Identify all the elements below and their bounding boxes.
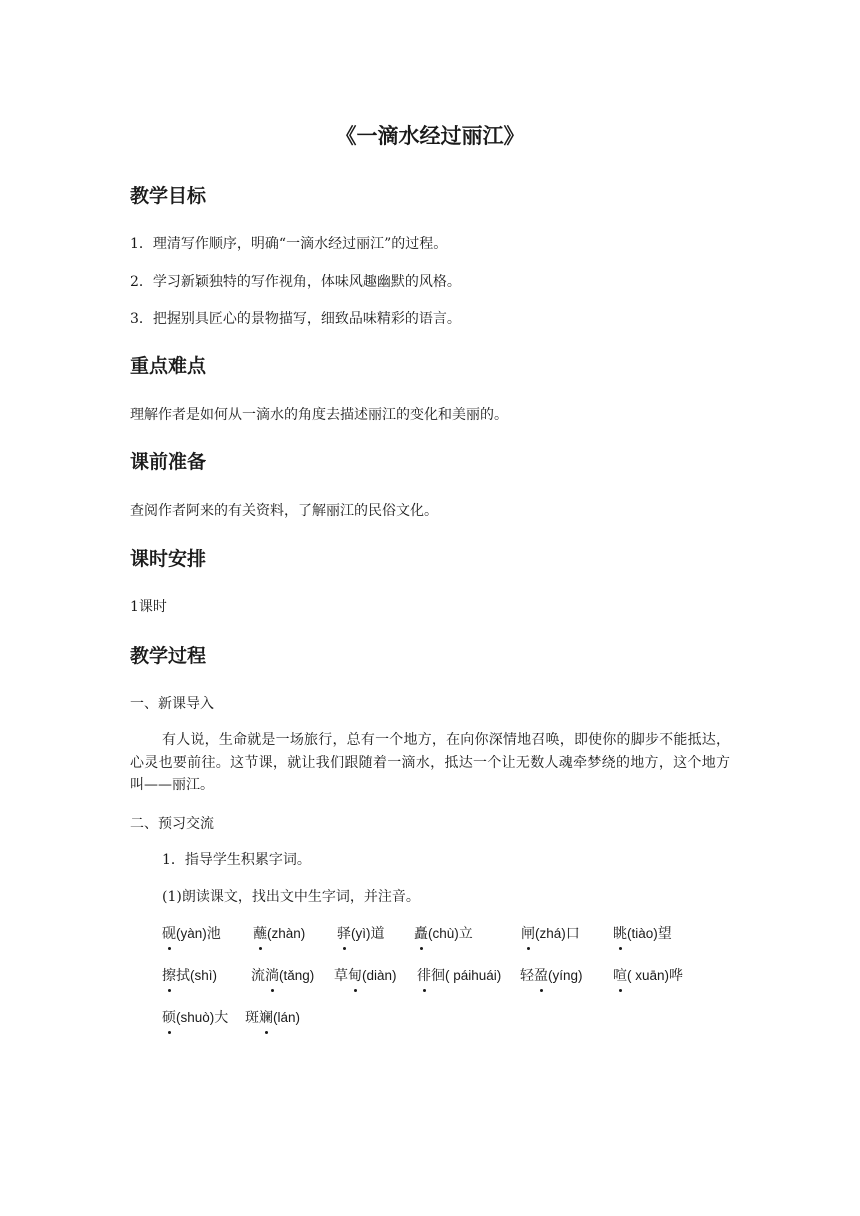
vocab-pinyin: (tǎng) (279, 968, 315, 983)
key-points-text: 理解作者是如何从一滴水的角度去描述丽江的变化和美丽的。 (130, 407, 508, 423)
heading-teaching-process: 教学过程 (130, 645, 207, 667)
vocab-char: 道 (370, 926, 385, 942)
vocab-emphasis-char: 闸 (521, 926, 535, 942)
vocab-pinyin: (shuò) (176, 1010, 215, 1025)
heading-schedule: 课时安排 (130, 548, 207, 570)
vocab-char: 口 (565, 926, 580, 942)
vocab-emphasis-char: 淌 (265, 968, 279, 984)
vocab-emphasis-char: 眺 (613, 926, 627, 942)
vocab-char: 拭 (176, 968, 190, 984)
part2-title: 二、预习交流 (130, 816, 214, 832)
vocab-pinyin: (tiào) (627, 926, 658, 941)
vocab-word (253, 924, 305, 944)
vocab-emphasis-char: 蘸 (253, 926, 267, 942)
vocab-word (162, 924, 221, 944)
vocab-row-2 (0, 966, 860, 986)
vocab-emphasis-char: 喧 (613, 968, 627, 984)
vocab-char: 哗 (669, 968, 684, 984)
heading-key-points: 重点难点 (130, 355, 207, 377)
vocab-word (613, 966, 683, 986)
vocab-char: 轻 (520, 968, 534, 984)
vocab-pinyin: (zhá) (535, 926, 566, 941)
vocab-word (613, 924, 672, 944)
step1-subtext: (1)朗读课文，找出文中生字词，并注音。 (162, 889, 420, 905)
vocab-pinyin: ( páihuái) (445, 968, 502, 983)
vocab-char: 望 (657, 926, 672, 942)
vocab-word (162, 966, 217, 986)
document-title: 《一滴水经过丽江》 (335, 124, 525, 148)
vocab-pinyin: (zhàn) (267, 926, 306, 941)
vocab-pinyin: (yì) (351, 926, 371, 941)
vocab-pinyin: ( xuān) (627, 968, 670, 983)
vocab-char: 立 (458, 926, 473, 942)
vocab-word (337, 924, 385, 944)
vocab-word (417, 966, 501, 986)
vocab-emphasis-char: 徘 (417, 968, 431, 984)
vocab-emphasis-char: 斓 (259, 1010, 273, 1026)
vocab-emphasis-char: 矗 (414, 926, 428, 942)
vocab-emphasis-char: 驿 (337, 926, 351, 942)
vocab-char: 斑 (245, 1010, 259, 1026)
vocab-row-1 (0, 924, 860, 944)
vocab-pinyin: (diàn) (362, 968, 397, 983)
goal-item-3: 3．把握别具匠心的景物描写，细致品味精彩的语言。 (130, 311, 461, 327)
vocab-emphasis-char: 盈 (534, 968, 548, 984)
vocab-emphasis-char: 硕 (162, 1010, 176, 1026)
vocab-word (162, 1008, 228, 1028)
vocab-word (245, 1008, 300, 1028)
vocab-pinyin: (lán) (273, 1010, 301, 1025)
part1-paragraph: 有人说，生命就是一场旅行，总有一个地方，在向你深情地召唤，即使你的脚步不能抵达，心灵也要前往。这节课，就让我们跟随着一滴水，抵达一个让无数人魂牵梦绕的地方，这个地方叫——丽江。 (130, 732, 730, 793)
goal-item-2: 2．学习新颖独特的写作视角，体味风趣幽默的风格。 (130, 274, 461, 290)
vocab-word (521, 924, 580, 944)
vocab-word (414, 924, 473, 944)
vocab-char: 大 (214, 1010, 229, 1026)
vocab-row-3 (0, 1008, 860, 1028)
part1-title: 一、新课导入 (130, 696, 214, 712)
vocab-char: 流 (251, 968, 265, 984)
vocab-word (520, 966, 583, 986)
vocab-pinyin: (chù) (428, 926, 459, 941)
vocab-emphasis-char: 擦 (162, 968, 176, 984)
schedule-text: 1课时 (130, 599, 167, 615)
heading-preparation: 课前准备 (130, 451, 207, 473)
vocab-pinyin: (shì) (190, 968, 217, 983)
vocab-char: 徊 (431, 968, 445, 984)
vocab-char: 池 (206, 926, 221, 942)
heading-teaching-goals: 教学目标 (130, 185, 207, 207)
vocab-emphasis-char: 甸 (348, 968, 362, 984)
vocab-emphasis-char: 砚 (162, 926, 176, 942)
preparation-text: 查阅作者阿来的有关资料，了解丽江的民俗文化。 (130, 503, 438, 519)
goal-item-1: 1．理清写作顺序，明确“一滴水经过丽江”的过程。 (130, 236, 448, 252)
vocab-word (251, 966, 314, 986)
vocab-char: 草 (334, 968, 348, 984)
vocab-pinyin: (yàn) (176, 926, 207, 941)
vocab-word (334, 966, 397, 986)
vocab-pinyin: (yíng) (548, 968, 583, 983)
step1-text: 1．指导学生积累字词。 (162, 852, 311, 868)
